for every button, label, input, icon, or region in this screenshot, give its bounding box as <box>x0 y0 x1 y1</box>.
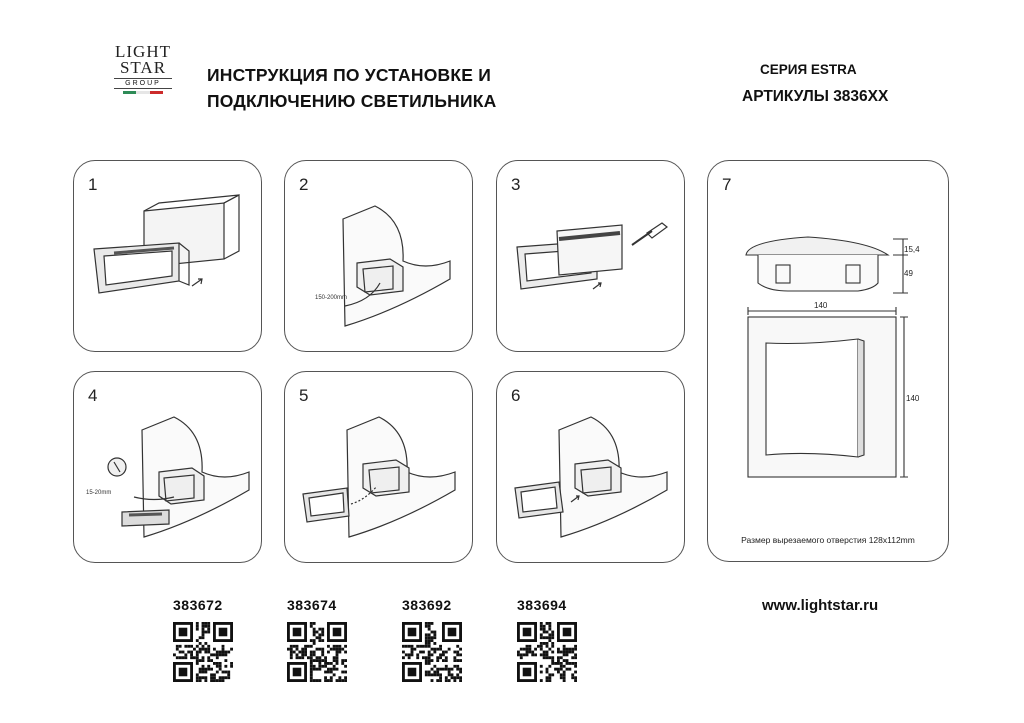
dim-top-height: 15,4 <box>904 245 920 254</box>
step-3-illustration <box>497 161 684 351</box>
dim-width: 140 <box>814 301 828 310</box>
step-panel-5 <box>284 371 473 563</box>
step-number: 7 <box>722 175 732 194</box>
step-panel-1 <box>73 160 262 352</box>
document-title <box>207 62 497 114</box>
qr-code-383674 <box>287 622 347 682</box>
product-code-2: 383674 <box>287 597 337 613</box>
dim-total-height: 49 <box>904 269 913 278</box>
website-link[interactable]: www.lightstar.ru <box>762 597 879 614</box>
title-line2: ПОДКЛЮЧЕНИЮ СВЕТИЛЬНИКА <box>207 91 497 111</box>
step-number: 3 <box>511 175 521 194</box>
cutout-note: Размер вырезаемого отверстия 128x112mm <box>741 535 915 545</box>
cable-length-label: 150-200mm <box>315 295 348 301</box>
dimensions-panel <box>707 160 949 562</box>
step-panel-6 <box>496 371 685 563</box>
qr-code-383692 <box>402 622 462 682</box>
step-1-illustration <box>74 161 261 351</box>
product-code-3: 383692 <box>402 597 452 613</box>
dimensions-drawing <box>708 161 948 561</box>
articles-label: АРТИКУЛЫ 3836ХХ <box>742 88 889 105</box>
strip-length-label: 15-20mm <box>86 490 112 496</box>
qr-code-383694 <box>517 622 577 682</box>
title-line1: ИНСТРУКЦИЯ ПО УСТАНОВКЕ И <box>207 65 491 85</box>
logo-line2: STAR <box>119 58 167 77</box>
step-number: 2 <box>299 175 309 194</box>
step-panel-4 <box>73 371 262 563</box>
product-code-1: 383672 <box>173 597 223 613</box>
step-number: 1 <box>88 175 98 194</box>
step-5-illustration <box>285 372 472 562</box>
step-number: 5 <box>299 386 309 405</box>
series-label: СЕРИЯ ESTRA <box>760 62 857 77</box>
step-number: 4 <box>88 386 98 405</box>
step-panel-2 <box>284 160 473 352</box>
logo-line3: GROUP <box>114 78 172 89</box>
step-6-illustration <box>497 372 684 562</box>
logo-flag <box>123 91 163 94</box>
step-number: 6 <box>511 386 521 405</box>
qr-code-383672 <box>173 622 233 682</box>
dim-height: 140 <box>906 394 920 403</box>
step-panel-3 <box>496 160 685 352</box>
step-4-illustration <box>74 372 261 562</box>
logo-line1: LIGHT <box>115 42 171 61</box>
product-code-4: 383694 <box>517 597 567 613</box>
brand-logo <box>108 44 178 126</box>
step-2-illustration <box>285 161 472 351</box>
